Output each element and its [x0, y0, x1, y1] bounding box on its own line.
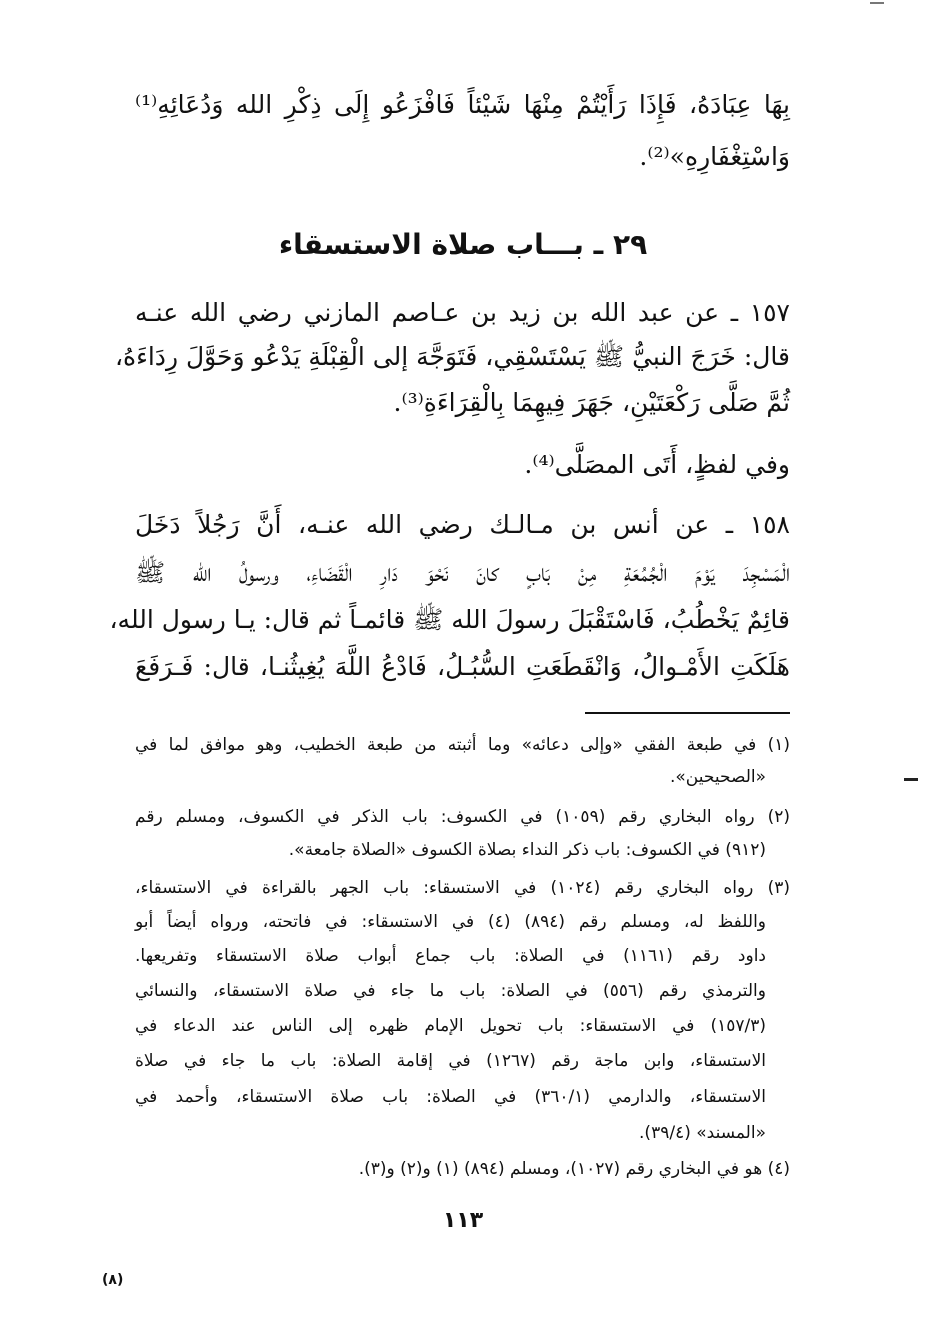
hadith-158-line: هَلَكَتِ الأَمْـوالُ، وَانْقَطَعَتِ السُّبُـلُ، فَادْعُ اللَّهَ يُغِيثُنـا، قال: فَـرَفَعَ: [135, 652, 790, 681]
hadith-157-line: ثُمَّ صَلَّى رَكْعَتَيْنِ، جَهَرَ فِيهِمَا بِالْقِرَاءَةِ⁽³⁾.: [393, 388, 790, 417]
footnote-line: «المسند» (٣٩/٤).: [639, 1123, 766, 1143]
footnote-line: «الصحيحين».: [670, 767, 766, 787]
signature-mark: (٨): [102, 1272, 124, 1288]
footnote-line: (١٥٧/٣) في الاستسقاء: باب تحويل الإمام ظهره إلى الناس عند الدعاء في: [135, 1016, 766, 1036]
footnote-line: داود رقم (١١٦١) في الصلاة: باب جماع أبواب صلاة الاستسقاء وتفريعها.: [135, 946, 766, 966]
page-number: ١١٣: [442, 1208, 484, 1233]
footnote-line: (١) في طبعة الفقي «وإلى دعائه» وما أثبته من طبعة الخطيب، وهو موافق لما في: [135, 735, 790, 755]
body-line: وَاسْتِغْفَارِهِ»⁽²⁾.: [639, 142, 790, 171]
footnote-line: الاستسقاء، والدارمي (٣٦٠/١) في الصلاة: باب صلاة الاستسقاء، وأحمد في: [135, 1087, 766, 1107]
footnote-line: (٤) هو في البخاري رقم (١٠٢٧)، ومسلم (٨٩٤) (١) و(٢) و(٣).: [358, 1159, 790, 1179]
body-line: بِهَا عِبَادَهُ، فَإِذَا رَأَيْتُمْ مِنْهَا شَيْئاً فَافْزَعُو إِلَى ذِكْرِ الله وَدُعَائِهِ⁽¹⁾: [135, 90, 790, 119]
footnote-line: الاستسقاء، وابن ماجة رقم (١٢٦٧) في إقامة الصلاة: باب ما جاء في صلاة: [135, 1051, 766, 1071]
chapter-heading: ٢٩ ـ بـــاب صلاة الاستسقاء: [278, 228, 648, 261]
variant-line: وفي لفظٍ، أَتَى المصَلَّى⁽⁴⁾.: [524, 450, 790, 479]
hadith-158-line: الْمَسْجِدَ يَوْمَ الْجُمُعَةِ مِنْ بَابٍ كانَ نَحْوَ دَارِ الْقَضَاءِ، ورسولُ الله ﷺ: [135, 558, 790, 587]
footnote-line: (٢) رواه البخاري رقم (١٠٥٩) في الكسوف: باب الذكر في الكسوف، ومسلم رقم: [135, 807, 791, 827]
footnote-separator: [585, 712, 790, 714]
scan-mark: [904, 778, 918, 781]
scan-mark: [870, 2, 884, 4]
footnote-line: واللفظ له، ومسلم رقم (٨٩٤) (٤) في الاستسقاء: في فاتحته، ورواه أيضاً أبو: [135, 912, 767, 932]
hadith-158-line: ١٥٨ ـ عن أنس بن مـالـك رضي الله عنـه، أَنَّ رَجُلاً دَخَلَ: [135, 510, 790, 539]
hadith-157-line: قال: خَرَجَ النبيُّ ﷺ يَسْتَسْقِي، فَتَوَجَّهَ إلى الْقِبْلَةِ يَدْعُو وَحَوَّلَ رِدَاءَهُ،: [114, 342, 790, 371]
footnote-line: (٩١٢) في الكسوف: باب ذكر النداء بصلاة الكسوف «الصلاة جامعة».: [288, 840, 766, 860]
footnote-line: والترمذي رقم (٥٥٦) في الصلاة: باب ما جاء في صلاة الاستسقاء، والنسائي: [135, 981, 766, 1001]
footnote-line: (٣) رواه البخاري رقم (١٠٢٤) في الاستسقاء: باب الجهر بالقراءة في الاستسقاء،: [135, 878, 790, 898]
hadith-158-line: قائِمٌ يَخْطُبُ، فَاسْتَقْبَلَ رسولَ الله ﷺ قائمـاً ثم قال: يـا رسول الله،: [109, 605, 790, 634]
hadith-157-line: ١٥٧ ـ عن عبد الله بن زيد بن عـاصم المازني رضي الله عنـه: [135, 298, 790, 327]
